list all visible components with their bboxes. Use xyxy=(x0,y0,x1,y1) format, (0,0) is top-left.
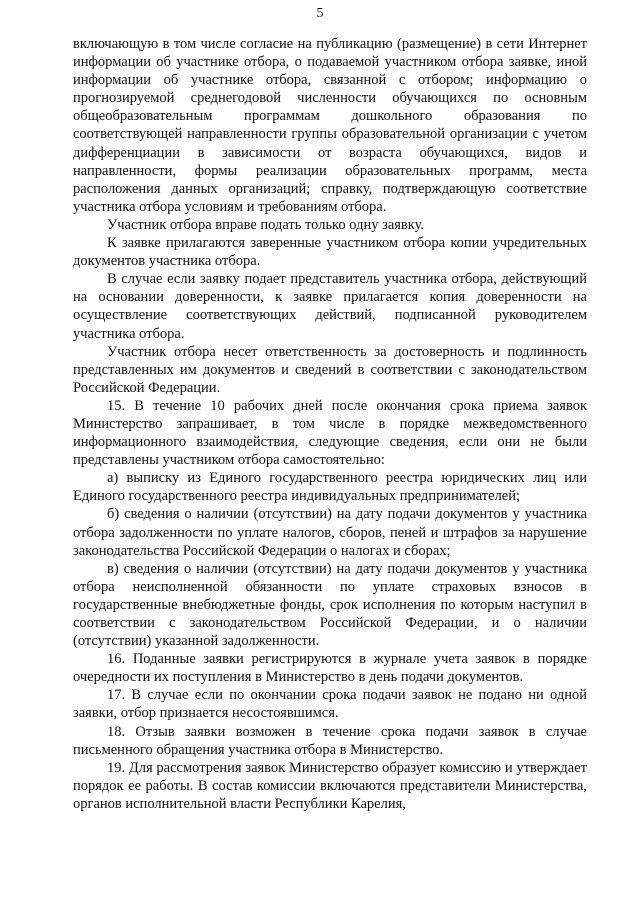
paragraph-founding-documents: К заявке прилагаются заверенные участником отбора копии учредительных документов участника отбора. xyxy=(73,235,587,270)
paragraph-clause-17: 17. В случае если по окончании срока подачи заявок не подано ни одной заявки, отбор признается несостоявшимся. xyxy=(73,687,587,722)
paragraph-clause-19: 19. Для рассмотрения заявок Министерство образует комиссию и утверждает порядок ее работы. В состав комиссии включаются представители Министерства, органов исполнительной власти Республики Карелия, xyxy=(73,759,587,812)
paragraph-clause-15: 15. В течение 10 рабочих дней после окончания срока приема заявок Министерство запрашивает, в том числе в порядке межведомственного информационного взаимодействия, следующие сведения, если они не были представлены участником отбора самостоятельно: xyxy=(73,397,587,469)
paragraph-clause-16: 16. Поданные заявки регистрируются в журнале учета заявок в порядке очередности их поступления в Министерство в день подачи документов. xyxy=(73,651,587,686)
paragraph-one-application: Участник отбора вправе подать только одну заявку. xyxy=(107,216,425,233)
paragraph-responsibility: Участник отбора несет ответственность за достоверность и подлинность представленных им документов и сведений в соответствии с законодательством Российской Федерации. xyxy=(73,343,587,396)
paragraph-continuation: включающую в том числе согласие на публикацию (размещение) в сети Интернет информации об участнике отбора, о подаваемой участником отбора заявке, иной информации об участнике отбора, связанной с отбором; информацию о прогнозируемой среднегодовой численности обучающихся по основным общеобразовательным программам дошкольного образования по соответствующей направленности группы образовательной организации с учетом дифференциации в зависимости от возраста обучающихся, видов и направленности, формы реализации образовательных программ, места расположения данных организаций; справку, подтверждающую соответствие участника отбора условиям и требованиям отбора. xyxy=(73,36,587,215)
paragraph-clause-18: 18. Отзыв заявки возможен в течение срока подачи заявок в случае письменного обращения участника отбора в Министерство. xyxy=(73,723,587,758)
paragraph-clause-15-b: б) сведения о наличии (отсутствии) на дату подачи документов у участника отбора задолженности по уплате налогов, сборов, пеней и штрафов за нарушение законодательства Российской Федерации о налогах и сборах; xyxy=(73,506,587,559)
paragraph-representative: В случае если заявку подает представитель участника отбора, действующий на основании доверенности, к заявке прилагается копия доверенности на осуществление соответствующих действий, подписанной руководителем участника отбора. xyxy=(73,271,587,342)
paragraph-clause-15-a: а) выписку из Единого государственного реестра юридических лиц или Единого государственного реестра индивидуальных предпринимателей; xyxy=(73,470,587,505)
document-body xyxy=(73,35,587,813)
paragraph-clause-15-v: в) сведения о наличии (отсутствии) на дату подачи документов у участника отбора неисполненной обязанности по уплате страховых взносов в государственные внебюджетные фонды, срок исполнения по которым наступил в соответствии с законодательством Российской Федерации, и о наличии (отсутствии) указанной задолженности. xyxy=(73,560,587,650)
page-number: 5 xyxy=(316,6,324,21)
